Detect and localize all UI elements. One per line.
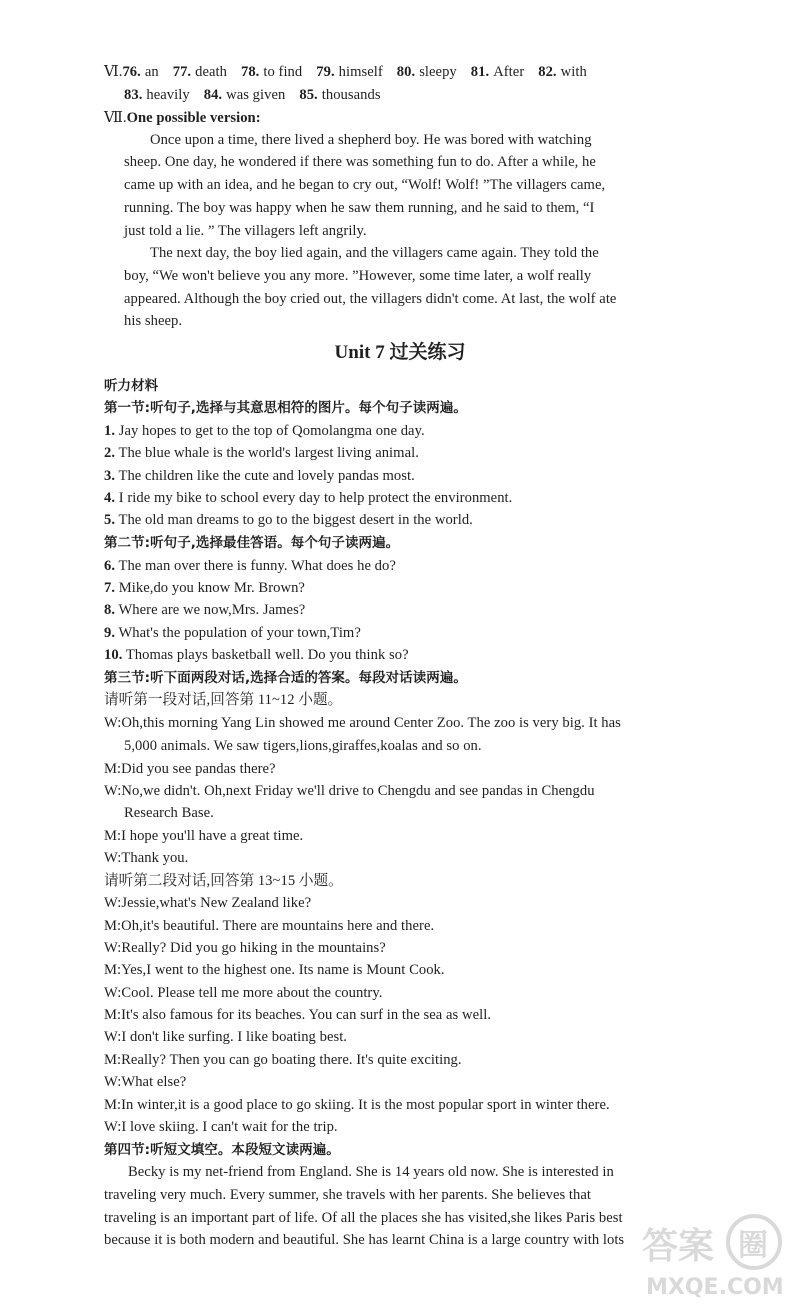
part2-header: 第二节:听句子,选择最佳答语。每个句子读两遍。 bbox=[104, 535, 400, 551]
unit-title: Unit 7 过关练习 bbox=[334, 342, 466, 363]
watermark-logo bbox=[636, 1202, 786, 1302]
dialog-line: W:Really? Did you go hiking in the mountains? bbox=[104, 940, 386, 956]
dialog-line: W:I love skiing. I can't wait for the trip. bbox=[104, 1119, 338, 1135]
dialog-line: M:It's also famous for its beaches. You can surf in the sea as well. bbox=[104, 1007, 492, 1023]
list-item bbox=[104, 510, 473, 530]
item-number: 7. bbox=[104, 580, 116, 596]
dialog-line: W:Oh,this morning Yang Lin showed me around Center Zoo. The zoo is very big. It has bbox=[104, 715, 621, 731]
section7-heading-text: One possible version: bbox=[126, 110, 261, 126]
list-item bbox=[104, 645, 409, 665]
item-text: I ride my bike to school every day to help protect the environment. bbox=[115, 490, 513, 506]
section7-label: Ⅶ. bbox=[104, 110, 127, 126]
svg-text:MXQE.COM: MXQE.COM bbox=[646, 1275, 784, 1300]
dialog-line: M:Oh,it's beautiful. There are mountains here and there. bbox=[104, 918, 435, 934]
svg-text:圈: 圈 bbox=[738, 1228, 768, 1263]
list-item bbox=[104, 488, 512, 508]
item-number: 3. bbox=[104, 468, 116, 484]
part1-header: 第一节:听句子,选择与其意思相符的图片。每个句子读两遍。 bbox=[104, 400, 467, 416]
answer-text: to find bbox=[263, 64, 303, 80]
essay-line: Once upon a time, there lived a shepherd boy. He was bored with watching bbox=[150, 132, 592, 148]
passage-line: traveling very much. Every summer, she travels with her parents. She believes that bbox=[104, 1187, 591, 1203]
item-number: 4. bbox=[104, 490, 116, 506]
dialog2-header: 请听第二段对话,回答第 13~15 小题。 bbox=[104, 873, 343, 889]
dialog1-header: 请听第一段对话,回答第 11~12 小题。 bbox=[104, 692, 343, 708]
item-text: Jay hopes to get to the top of Qomolangma one day. bbox=[115, 423, 425, 439]
dialog-line: 5,000 animals. We saw tigers,lions,giraffes,koalas and so on. bbox=[124, 738, 482, 754]
dialog-line: M:I hope you'll have a great time. bbox=[104, 828, 304, 844]
list-item bbox=[104, 578, 305, 598]
item-text: The blue whale is the world's largest living animal. bbox=[115, 445, 419, 461]
essay-line: just told a lie. ” The villagers left angrily. bbox=[124, 223, 367, 239]
item-number: 9. bbox=[104, 625, 116, 641]
passage-line: traveling is an important part of life. Of all the places she has visited,she likes Paris best bbox=[104, 1210, 623, 1226]
answer-text: with bbox=[560, 64, 587, 80]
list-item bbox=[104, 421, 425, 441]
dialog-line: W:No,we didn't. Oh,next Friday we'll drive to Chengdu and see pandas in Chengdu bbox=[104, 783, 595, 799]
essay-line: boy, “We won't believe you any more. ”However, some time later, a wolf really bbox=[124, 268, 592, 284]
answer-number: 76. bbox=[122, 64, 141, 80]
dialog-line: W:Jessie,what's New Zealand like? bbox=[104, 895, 312, 911]
answer-number: 84. bbox=[203, 87, 223, 103]
dialog-line: W:Cool. Please tell me more about the country. bbox=[104, 985, 383, 1001]
essay-line: running. The boy was happy when he saw them running, and he said to them, “I bbox=[124, 200, 595, 216]
answer-text: sleepy bbox=[419, 64, 457, 80]
dialog-line: W:Thank you. bbox=[104, 850, 189, 866]
dialog-line: W:I don't like surfing. I like boating best. bbox=[104, 1029, 348, 1045]
answer-number: 82. bbox=[538, 64, 557, 80]
list-item bbox=[104, 556, 396, 576]
list-item bbox=[104, 466, 415, 486]
item-text: Where are we now,Mrs. James? bbox=[115, 602, 306, 618]
item-number: 5. bbox=[104, 512, 116, 528]
item-text: The man over there is funny. What does he do? bbox=[115, 558, 396, 574]
listening-header: 听力材料 bbox=[104, 378, 159, 394]
dialog-line: W:What else? bbox=[104, 1074, 187, 1090]
item-text: Thomas plays basketball well. Do you think so? bbox=[122, 647, 409, 663]
answer-number: 81. bbox=[470, 64, 490, 80]
dialog-line: M:Did you see pandas there? bbox=[104, 761, 276, 777]
answer-number: 80. bbox=[396, 64, 416, 80]
svg-text:答案: 答案 bbox=[642, 1226, 715, 1267]
answer-text: was given bbox=[226, 87, 286, 103]
section6-label: Ⅵ. bbox=[104, 64, 123, 80]
part4-header: 第四节:听短文填空。本段短文读两遍。 bbox=[104, 1142, 340, 1158]
dialog-line: M:Yes,I went to the highest one. Its name is Mount Cook. bbox=[104, 962, 445, 978]
essay-line: sheep. One day, he wondered if there was something fun to do. After a while, he bbox=[124, 154, 596, 170]
item-text: The old man dreams to go to the biggest desert in the world. bbox=[115, 512, 473, 528]
answer-number: 85. bbox=[299, 87, 318, 103]
answer-text: After bbox=[493, 64, 525, 80]
answer-text: an bbox=[144, 64, 159, 80]
essay-line: The next day, the boy lied again, and the villagers came again. They told the bbox=[150, 245, 599, 261]
essay-line: his sheep. bbox=[124, 313, 183, 329]
item-text: What's the population of your town,Tim? bbox=[115, 625, 361, 641]
essay-line: came up with an idea, and he began to cry out, “Wolf! Wolf! ”The villagers came, bbox=[124, 177, 606, 193]
answer-text: thousands bbox=[321, 87, 381, 103]
item-number: 2. bbox=[104, 445, 116, 461]
dialog-line: M:In winter,it is a good place to go skiing. It is the most popular sport in winter there. bbox=[104, 1097, 610, 1113]
answer-number: 83. bbox=[124, 87, 143, 103]
answer-number: 77. bbox=[172, 64, 192, 80]
dialog-line: Research Base. bbox=[124, 805, 214, 821]
item-number: 10. bbox=[104, 647, 123, 663]
section7-heading bbox=[104, 108, 261, 128]
section6-row2 bbox=[124, 85, 395, 105]
item-number: 6. bbox=[104, 558, 116, 574]
part3-header: 第三节:听下面两段对话,选择合适的答案。每段对话读两遍。 bbox=[104, 670, 467, 686]
item-text: Mike,do you know Mr. Brown? bbox=[115, 580, 305, 596]
item-text: The children like the cute and lovely pandas most. bbox=[115, 468, 415, 484]
list-item bbox=[104, 443, 419, 463]
section6-row1 bbox=[104, 62, 601, 82]
item-number: 8. bbox=[104, 602, 116, 618]
dialog-line: M:Really? Then you can go boating there. It's quite exciting. bbox=[104, 1052, 462, 1068]
passage-line: because it is both modern and beautiful. She has learnt China is a large country with lots bbox=[104, 1232, 625, 1248]
answer-text: himself bbox=[338, 64, 383, 80]
list-item bbox=[104, 623, 361, 643]
answer-text: death bbox=[195, 64, 227, 80]
answer-text: heavily bbox=[146, 87, 190, 103]
essay-line: appeared. Although the boy cried out, the villagers didn't come. At last, the wolf ate bbox=[124, 291, 617, 307]
answer-number: 79. bbox=[316, 64, 335, 80]
answer-number: 78. bbox=[240, 64, 260, 80]
list-item bbox=[104, 600, 305, 620]
passage-line: Becky is my net-friend from England. She is 14 years old now. She is interested in bbox=[128, 1164, 614, 1180]
item-number: 1. bbox=[104, 423, 116, 439]
